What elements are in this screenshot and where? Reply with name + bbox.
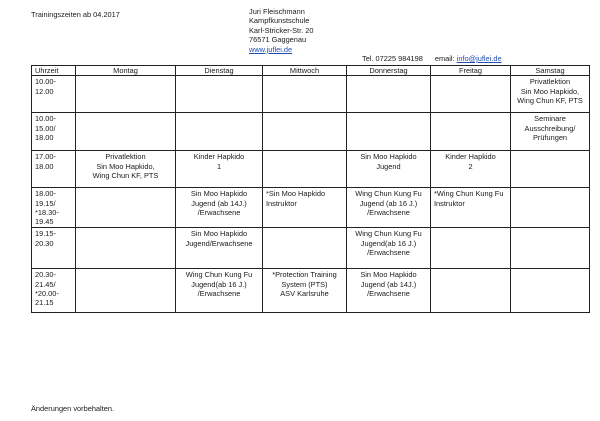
cell-line: Sin Moo Hapkido (190, 229, 248, 239)
time-cell (32, 188, 76, 228)
schedule-cell (263, 269, 347, 313)
time-line: 17.00- (35, 152, 56, 162)
schedule-cell (263, 188, 347, 228)
schedule-cell (511, 188, 590, 228)
time-line: 21.15 (35, 298, 54, 307)
time-line: *20.00- (35, 288, 59, 298)
cell-line: Instruktor (266, 198, 297, 208)
contact-line (362, 54, 502, 63)
schedule-cell (431, 188, 511, 228)
schedule-cell (176, 113, 263, 151)
header-uhrzeit: Uhrzeit (32, 66, 76, 76)
cell-line: Sin Moo Hapkido (360, 152, 417, 162)
header-mittwoch: Mittwoch (263, 66, 347, 76)
cell-line: Jugend (ab 14J.) (191, 198, 247, 208)
cell-line: /Erwachsene (367, 247, 410, 257)
time-line: 18.00- (35, 189, 56, 199)
schedule-cell (511, 76, 590, 113)
cell-line: Seminare (534, 114, 566, 124)
schedule-cell (176, 188, 263, 228)
address-street: Karl-Stricker-Str. 20 (249, 25, 314, 35)
schedule-cell (76, 188, 176, 228)
cell-line: Jugend(ab 16 J.) (191, 279, 247, 289)
cell-line: Sin Moo Hapkido, (520, 86, 580, 96)
email-link[interactable]: info@juflei.de (456, 54, 502, 63)
time-line: 18.00 (35, 132, 54, 142)
schedule-cell (511, 113, 590, 151)
email-label: email: (434, 54, 455, 63)
cell-line: Ausschreibung/ (524, 123, 576, 133)
cell-line: Jugend (ab 16 J.) (359, 198, 418, 208)
header-samstag: Samstag (511, 66, 590, 76)
time-line: 18.00 (35, 161, 54, 171)
cell-line: /Erwachsene (197, 288, 241, 298)
schedule-table (31, 65, 590, 313)
schedule-cell (347, 188, 431, 228)
address-city: 76571 Gaggenau (249, 35, 307, 45)
schedule-cell (76, 113, 176, 151)
schedule-cell (347, 113, 431, 151)
schedule-cell (263, 76, 347, 113)
address-block (249, 7, 313, 54)
schedule-cell (511, 151, 590, 188)
schedule-cell (263, 228, 347, 269)
header-dienstag: Dienstag (176, 66, 263, 76)
time-cell (32, 269, 76, 313)
schedule-cell (431, 269, 511, 313)
time-cell (32, 228, 76, 269)
cell-line: Instruktor (434, 198, 465, 208)
cell-line: *Sin Moo Hapkido (266, 189, 326, 199)
schedule-cell (431, 151, 511, 188)
cell-line: 1 (216, 161, 222, 171)
schedule-cell (263, 113, 347, 151)
cell-line: Kinder Hapkido (193, 152, 245, 162)
cell-line: ASV Karlsruhe (280, 288, 329, 298)
schedule-cell (431, 228, 511, 269)
cell-line: Jugend(ab 16 J.) (360, 238, 417, 248)
schedule-cell (347, 76, 431, 113)
header-montag: Montag (76, 66, 176, 76)
schedule-cell (176, 76, 263, 113)
address-name: Juri Fleischmann (249, 7, 305, 16)
cell-line: Kinder Hapkido (445, 152, 496, 162)
time-cell (32, 113, 76, 151)
cell-line: Jugend (ab 14J.) (360, 279, 417, 289)
table-row (32, 151, 590, 188)
header-freitag: Freitag (431, 66, 511, 76)
time-line: 19.15- (35, 229, 56, 239)
time-line: 20.30- (35, 270, 56, 280)
cell-line: Sin Moo Hapkido (190, 189, 248, 199)
table-row (32, 269, 590, 313)
address-school: Kampfkunstschule (249, 16, 310, 26)
schedule-cell (76, 151, 176, 188)
schedule-cell (347, 228, 431, 269)
schedule-cell (263, 151, 347, 188)
footer-note: Änderungen vorbehalten. (31, 404, 115, 413)
cell-line: Jugend (376, 161, 401, 171)
cell-line: *Wing Chun Kung Fu (434, 189, 504, 199)
schedule-cell (176, 269, 263, 313)
document-title: Trainingszeiten ab 04.2017 (31, 10, 120, 19)
time-line: 19.15/ (35, 198, 56, 208)
cell-line: Jugend/Erwachsene (185, 238, 253, 248)
schedule-cell (76, 269, 176, 313)
cell-line: Privatlektion (529, 77, 571, 87)
time-cell (32, 76, 76, 113)
schedule-cell (347, 151, 431, 188)
cell-line: Wing Chun Kung Fu (185, 270, 253, 280)
time-line: 10.00- (35, 77, 56, 87)
phone-number: Tel. 07225 984198 (362, 54, 423, 63)
time-cell (32, 151, 76, 188)
schedule-cell (431, 113, 511, 151)
cell-line: /Erwachsene (367, 207, 410, 217)
table-row (32, 228, 590, 269)
table-header-row (32, 66, 590, 76)
time-line: 19.45 (35, 217, 54, 226)
table-row (32, 76, 590, 113)
time-line: 12.00 (35, 86, 54, 96)
cell-line: *Protection Training (272, 270, 337, 280)
time-line: 15.00/ (35, 123, 56, 133)
cell-line: System (PTS) (281, 279, 328, 289)
table-row (32, 188, 590, 228)
schedule-cell (76, 76, 176, 113)
time-line: *18.30- (35, 207, 59, 217)
time-line: 20.30 (35, 238, 54, 248)
schedule-cell (431, 76, 511, 113)
schedule-cell (176, 228, 263, 269)
time-line: 21.45/ (35, 279, 56, 289)
schedule-cell (176, 151, 263, 188)
schedule-cell (511, 269, 590, 313)
cell-line: Wing Chun KF, PTS (92, 170, 159, 180)
cell-line: Wing Chun KF, PTS (517, 95, 583, 105)
cell-line: Wing Chun Kung Fu (355, 189, 422, 199)
cell-line: Privatlektion (105, 152, 146, 162)
cell-line: 2 (468, 161, 473, 171)
header-donnerstag: Donnerstag (347, 66, 431, 76)
cell-line: Sin Moo Hapkido, (96, 161, 155, 171)
cell-line: Sin Moo Hapkido (360, 270, 417, 280)
website-link[interactable]: www.juflei.de (249, 44, 293, 54)
time-line: 10.00- (35, 114, 56, 124)
table-row (32, 113, 590, 151)
cell-line: Prüfungen (532, 132, 568, 142)
cell-line: Wing Chun Kung Fu (355, 229, 422, 239)
schedule-cell (347, 269, 431, 313)
cell-line: /Erwachsene (197, 207, 241, 217)
schedule-cell (511, 228, 590, 269)
schedule-cell (76, 228, 176, 269)
cell-line: /Erwachsene (367, 288, 410, 298)
